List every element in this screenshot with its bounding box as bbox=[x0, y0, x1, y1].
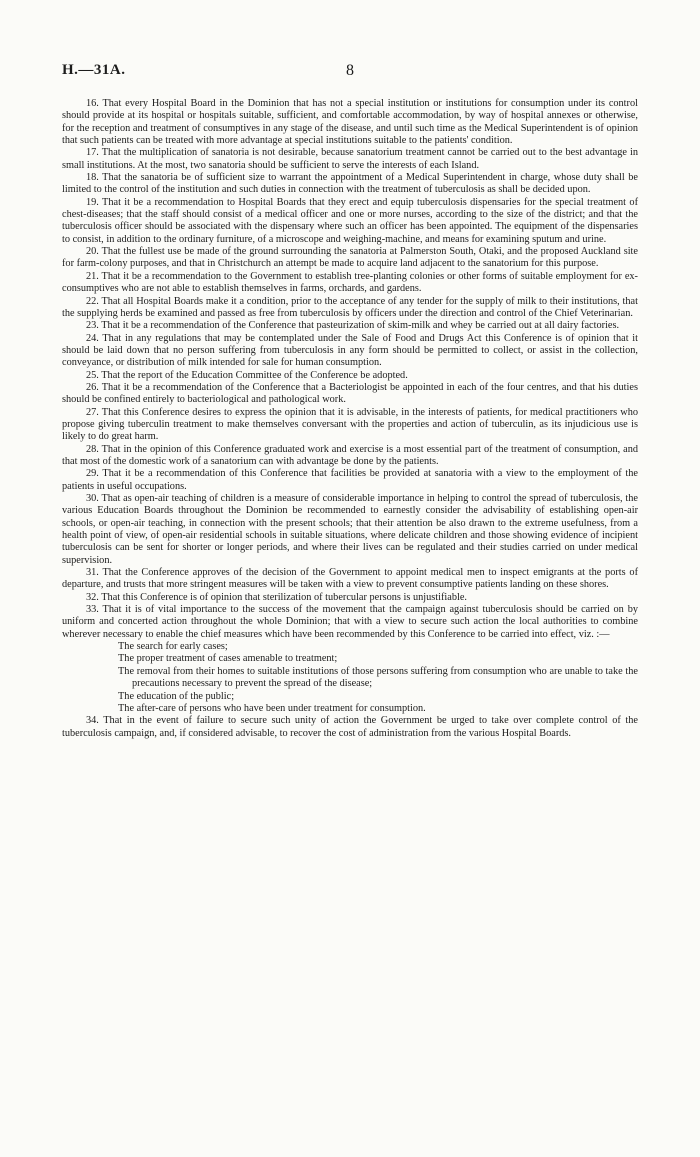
paragraph-30: 30. That as open-air teaching of children is a measure of considerable importance in helping to control the spread of tuberculosis, the various Education Boards throughout the Dominion be recommended to earnestly consider the advisability of establishing open-air schools, or open-air teaching, in connection with the present schools; that their attention be also drawn to the extreme usefulness, from a health point of view, of open-air residential schools in suitable situations, where delicate children and those showing evidence of incipient tuberculosis can be sent for shorter or longer periods, and where their lives can be regulated and their studies carried on under medical supervision. bbox=[62, 493, 638, 566]
paragraph-28: 28. That in the opinion of this Conference graduated work and exercise is a most essential part of the treatment of consumption, and that most of the domestic work of a sanatorium can with advantage be done by the patients. bbox=[62, 443, 638, 467]
document-reference: H.—31A. bbox=[62, 62, 126, 78]
page-header bbox=[62, 62, 638, 88]
list-item: The after-care of persons who have been under treatment for consumption. bbox=[118, 702, 426, 714]
paragraph-33: 33. That it is of vital importance to the success of the movement that the campaign against tuberculosis should be carried on by uniform and concerted action throughout the whole Dominion; that with a view to secure such action the local authorities to combine wherever necessary to enable the chief measures which have been recommended by this Conference to be carried into effect, viz. :— bbox=[62, 604, 638, 640]
campaign-measures-list bbox=[62, 641, 638, 715]
paragraph-18: 18. That the sanatoria be of sufficient size to warrant the appointment of a Medical Superintendent in charge, whose duty shall be limited to the control of the institution and such duties in connection with the treatment of tuberculosis as shall be decided upon. bbox=[62, 172, 638, 196]
paragraph-16: 16. That every Hospital Board in the Dominion that has not a special institution or institutions for consumption under its control should provide at its hospital or hospitals suitable, sufficient, and comfortable accommodation, by way of hospital annexes or otherwise, for the reception and treatment of consumptives in any stage of the disease, and until such time as the Medical Superintendent is of opinion that such patients can be treated with more advantage at special institutions suitable to the patients' condition. bbox=[62, 98, 638, 147]
paragraph-21: 21. That it be a recommendation to the Government to establish tree-planting colonies or other forms of suitable employment for ex-consumptives who are not able to establish themselves in farms, orchards, and gardens. bbox=[62, 270, 638, 295]
list-item: The removal from their homes to suitable institutions of those persons suffering from consumption who are unable to take the precautions necessary to prevent the spread of the disease; bbox=[118, 665, 638, 690]
paragraph-25: 25. That the report of the Education Committee of the Conference be adopted. bbox=[86, 369, 408, 381]
paragraph-31: 31. That the Conference approves of the decision of the Government to appoint medical men to inspect emigrants at the ports of departure, and trusts that more stringent measures will be taken with a view to prevent consumptive patients landing on these shores. bbox=[62, 567, 638, 591]
paragraph-20: 20. That the fullest use be made of the ground surrounding the sanatoria at Palmerston South, Otaki, and the proposed Auckland site for farm-colony purposes, and that in Christchurch an attempt be made to acquire land adjacent to the sanatorium for this purpose. bbox=[62, 246, 638, 270]
paragraph-26: 26. That it be a recommendation of the Conference that a Bacteriologist be appointed in each of the four centres, and that his duties should be confined entirely to bacteriological and pathological work. bbox=[62, 381, 638, 406]
paragraph-29: 29. That it be a recommendation of this Conference that facilities be provided at sanatoria with a view to the employment of the patients in useful occupations. bbox=[62, 468, 638, 492]
paragraph-27: 27. That this Conference desires to express the opinion that it is advisable, in the interests of patients, for medical practitioners who propose giving tuberculin treatment to make themselves conversant with the properties and action of tuberculin, as its injudicious use is likely to do great harm. bbox=[62, 406, 638, 443]
document-body bbox=[62, 98, 638, 740]
paragraph-23: 23. That it be a recommendation of the Conference that pasteurization of skim-milk and whey be carried out at all dairy factories. bbox=[86, 320, 620, 332]
paragraph-19: 19. That it be a recommendation to Hospital Boards that they erect and equip tuberculosis dispensaries for the special treatment of chest-diseases; that the staff should consist of a medical officer and one or more nurses, according to the size of the district; and that the tuberculosis officer should be associated with the dispensary where such an officer has been appointed. The equipment of the dispensaries to consist, in addition to the ordinary furniture, of a microscope and weighing-machine, and means for examining sputum and urine. bbox=[62, 196, 638, 245]
paragraph-24: 24. That in any regulations that may be contemplated under the Sale of Food and Drugs Act this Conference is of opinion that it should be laid down that no person suffering from tuberculosis in any form should be permitted to collect, or assist in the collection, conveyance, or distribution of milk intended for sale for human consumption. bbox=[62, 332, 638, 369]
paragraph-22: 22. That all Hospital Boards make it a condition, prior to the acceptance of any tender for the supply of milk to their institutions, that the supplying herds be examined and passed as free from tuberculosis by officers under the direction and control of the Chief Veterinarian. bbox=[62, 295, 638, 319]
paragraph-17: 17. That the multiplication of sanatoria is not desirable, because sanatorium treatment cannot be carried out to the best advantage in small institutions. At the most, two sanatoria should be sufficient to serve the interests of each Island. bbox=[62, 147, 638, 171]
list-item: The search for early cases; bbox=[118, 641, 228, 653]
list-item: The education of the public; bbox=[118, 690, 235, 702]
page-number: 8 bbox=[346, 62, 354, 79]
list-item: The proper treatment of cases amenable to treatment; bbox=[118, 653, 338, 665]
paragraph-34: 34. That in the event of failure to secure such unity of action the Government be urged to take over complete control of the tuberculosis campaign, and, if considered advisable, to recover the cost of administration from the various Hospital Boards. bbox=[62, 715, 638, 739]
paragraph-32: 32. That this Conference is of opinion that sterilization of tubercular persons is unjustifiable. bbox=[86, 591, 467, 603]
